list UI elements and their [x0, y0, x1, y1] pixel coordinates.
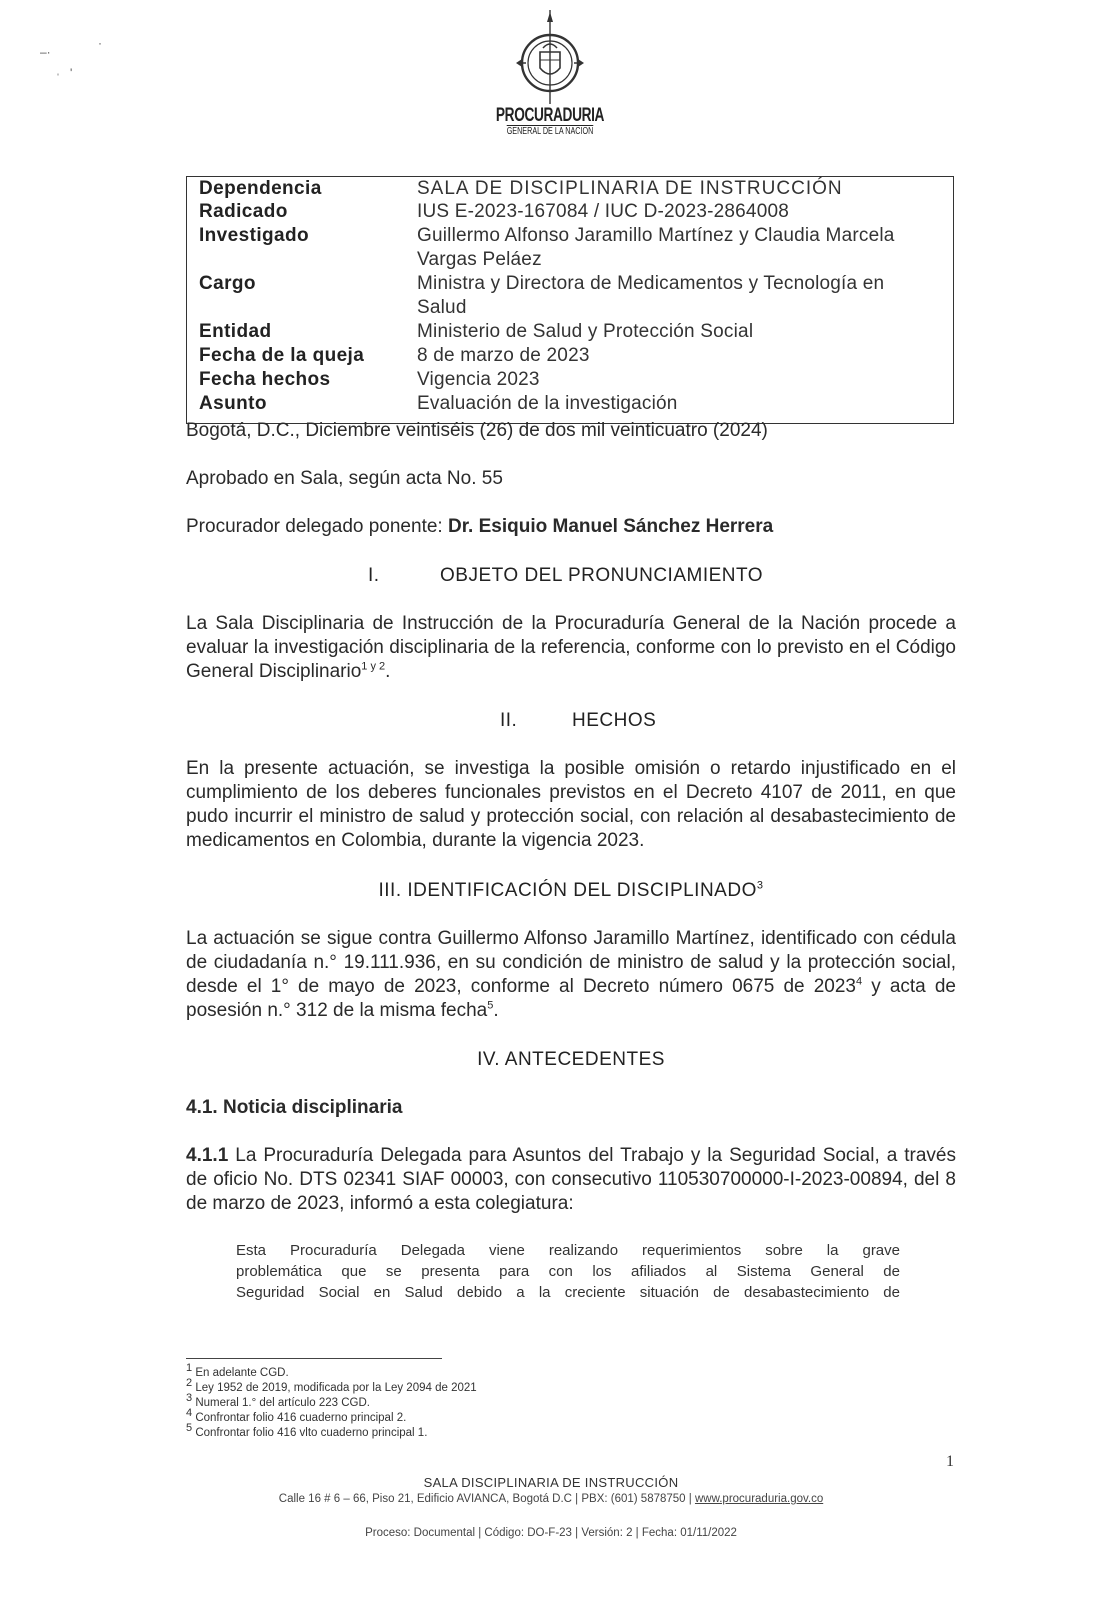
footer-address — [0, 1493, 1102, 1505]
procuraduria-logo — [470, 8, 630, 138]
section-3-text-a: La actuación se sigue contra Guillermo Alfonso Jaramillo Martínez, identificado con cédula de ciudadanía n.° 19.111.936, en su condición de ministro de salud y la protección social, desde el 1° de mayo de 2023, conforme al Decreto número 0675 de 2023 — [186, 928, 956, 997]
header-key: Investigado — [199, 225, 309, 246]
logo-name: PROCURADURIA — [495, 105, 605, 126]
header-key: Radicado — [199, 201, 288, 222]
item-4-1-1-paragraph — [186, 1144, 956, 1216]
header-value: Ministra y Directora de Medicamentos y Tecnología en — [417, 273, 885, 294]
footnote-text: Ley 1952 de 2019, modificada por la Ley 2094 de 2021 — [195, 1382, 477, 1394]
header-value: Salud — [417, 297, 467, 318]
header-value: SALA DE DISCIPLINARIA DE INSTRUCCIÓN — [417, 178, 843, 199]
footnote-3 — [186, 1392, 370, 1411]
section-3-paragraph — [186, 927, 956, 1023]
footer-document-control: Proceso: Documental | Código: DO-F-23 | Versión: 2 | Fecha: 01/11/2022 — [365, 1527, 737, 1539]
item-text: La Procuraduría Delegada para Asuntos del Trabajo y la Seguridad Social, a través de oficio No. DTS 02341 SIAF 00003, con consecutivo 110530700000-I-2023-00894, del 8 de marzo de 2023, informó a esta colegiatura: — [186, 1145, 956, 1214]
footnote-1 — [186, 1362, 289, 1381]
section-1-paragraph — [186, 612, 956, 684]
logo-subname: GENERAL DE LA NACION — [506, 126, 594, 137]
date-line: Bogotá, D.C., Diciembre veintiséis (26) de dos mil veinticuatro (2024) — [186, 420, 768, 441]
footnote-4 — [186, 1407, 407, 1426]
footnote-ref: 4 — [856, 975, 863, 988]
scan-speck: · — [98, 36, 102, 50]
footnote-number: 1 — [186, 1362, 193, 1375]
ponente-name: Dr. Esiquio Manuel Sánchez Herrera — [447, 516, 774, 537]
header-value: Vargas Peláez — [417, 249, 542, 270]
footer-office: SALA DISCIPLINARIA DE INSTRUCCIÓN — [423, 1475, 679, 1490]
header-value: Guillermo Alfonso Jaramillo Martínez y Claudia Marcela — [417, 225, 895, 246]
footnote-text: Confrontar folio 416 vlto cuaderno principal 1. — [195, 1427, 428, 1439]
footnote-text: Numeral 1.° del artículo 223 CGD. — [195, 1397, 370, 1409]
quote-block — [236, 1240, 900, 1303]
header-key: Fecha de la queja — [199, 345, 365, 366]
quote-line: Esta Procuraduría Delegada viene realizando requerimientos sobre la grave — [236, 1242, 900, 1259]
footnote-5 — [186, 1422, 428, 1441]
header-value: Ministerio de Salud y Protección Social — [417, 321, 754, 342]
footnote-number: 5 — [186, 1422, 193, 1435]
footnote-text: En adelante CGD. — [195, 1367, 289, 1379]
section-2-title: HECHOS — [572, 710, 657, 731]
section-3-end: . — [493, 1000, 499, 1021]
header-key: Cargo — [199, 273, 256, 294]
section-4-title: IV. ANTECEDENTES — [477, 1049, 665, 1070]
header-key: Fecha hechos — [199, 369, 331, 390]
footnote-ref: 3 — [756, 879, 764, 892]
section-2-number: II. — [500, 710, 518, 731]
footnote-2 — [186, 1377, 477, 1396]
header-key: Entidad — [199, 321, 272, 342]
case-header-table — [186, 176, 954, 424]
scan-speck: ' — [70, 66, 73, 80]
page-number: 1 — [946, 1453, 954, 1470]
scan-speck: ˌ — [56, 62, 60, 76]
scan-speck: –· — [40, 45, 51, 59]
footnote-text: Confrontar folio 416 cuaderno principal 2. — [195, 1412, 407, 1424]
section-1-text: La Sala Disciplinaria de Instrucción de la Procuraduría General de la Nación procede a evaluar la investigación disciplinaria de la referencia, conforme con lo previsto en el Código General Disciplinario — [186, 613, 956, 682]
section-1-number: I. — [368, 565, 380, 586]
footnote-divider — [186, 1358, 442, 1359]
approved-line: Aprobado en Sala, según acta No. 55 — [186, 468, 503, 489]
header-value: Evaluación de la investigación — [417, 393, 678, 414]
footnote-number: 4 — [186, 1407, 193, 1420]
coat-of-arms-icon — [510, 8, 590, 108]
footnote-number: 3 — [186, 1392, 193, 1405]
quote-line: Seguridad Social en Salud debido a la creciente situación de desabastecimiento de — [236, 1284, 900, 1301]
item-number: 4.1.1 — [186, 1145, 229, 1166]
ponente-line — [186, 515, 956, 539]
footnote-ref: 5 — [487, 999, 494, 1012]
header-value: 8 de marzo de 2023 — [417, 345, 590, 366]
footnote-ref: 1 y 2 — [361, 660, 386, 673]
header-value: IUS E-2023-167084 / IUC D-2023-2864008 — [417, 201, 789, 222]
footer-address-text: Calle 16 # 6 – 66, Piso 21, Edificio AVIANCA, Bogotá D.C | PBX: (601) 5878750 | — [278, 1493, 695, 1505]
quote-line: problemática que se presenta para con los afiliados al Sistema General de — [236, 1263, 900, 1280]
header-key: Dependencia — [199, 178, 322, 199]
section-3-heading — [186, 879, 956, 903]
section-1-title: OBJETO DEL PRONUNCIAMIENTO — [440, 565, 764, 586]
section-3-text-b: y acta de posesión n.° 312 de la misma fecha — [186, 976, 956, 1021]
footer-website-link[interactable]: www.procuraduria.gov.co — [694, 1493, 824, 1505]
section-2-paragraph: En la presente actuación, se investiga la posible omisión o retardo injustificado en el cumplimiento de los deberes funcionales previstos en el Decreto 4107 de 2011, en que pudo incurrir el ministro de salud y protección social, con relación al desabastecimiento de medicamentos en Colombia, durante la vigencia 2023. — [186, 758, 956, 851]
header-key: Asunto — [199, 393, 267, 414]
subsection-heading: 4.1. Noticia disciplinaria — [186, 1097, 403, 1118]
footnote-number: 2 — [186, 1377, 193, 1390]
ponente-label: Procurador delegado ponente: — [186, 516, 448, 537]
section-3-title: III. IDENTIFICACIÓN DEL DISCIPLINADO — [378, 880, 757, 901]
section-1-end: . — [385, 661, 391, 682]
header-value: Vigencia 2023 — [417, 369, 540, 390]
